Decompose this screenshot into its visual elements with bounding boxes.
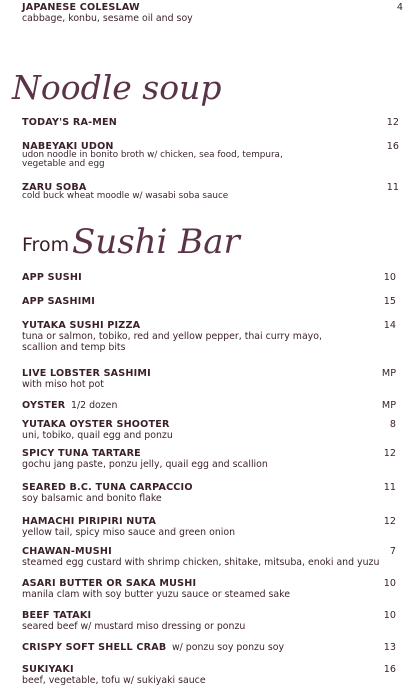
item-name: TODAY'S RA-MEN xyxy=(22,117,118,128)
item-price: 12 xyxy=(383,516,396,527)
item-price: 4 xyxy=(396,2,403,13)
item-name: APP SUSHI xyxy=(22,272,82,283)
item-name: CRISPY SOFT SHELL CRAB xyxy=(22,642,167,653)
item-price: 8 xyxy=(389,419,396,430)
item-description: with miso hot pot xyxy=(22,379,104,390)
item-name: LIVE LOBSTER SASHIMI xyxy=(22,368,151,379)
item-description: cabbage, konbu, sesame oil and soy xyxy=(22,13,193,24)
item-name: HAMACHI PIRIPIRI NUTA xyxy=(22,516,157,527)
item-name: CHAWAN-MUSHI xyxy=(22,546,112,557)
item-price: 11 xyxy=(386,182,399,193)
item-price: 10 xyxy=(383,272,396,283)
item-description: vegetable and egg xyxy=(22,159,105,169)
item-price: 14 xyxy=(383,320,396,331)
item-price: 16 xyxy=(386,141,399,152)
item-description: yellow tail, spicy miso sauce and green onion xyxy=(22,527,236,538)
item-price: 7 xyxy=(389,546,396,557)
item-description: scallion and temp bits xyxy=(22,342,126,353)
item-description: steamed egg custard with shrimp chicken, shitake, mitsuba, enoki and yuzu xyxy=(22,557,380,568)
item-note: 1/2 dozen xyxy=(71,400,118,411)
item-price: 12 xyxy=(386,117,399,128)
item-name: NABEYAKI UDON xyxy=(22,141,114,152)
heading-prefix: From xyxy=(22,234,70,256)
item-name: JAPANESE COLESLAW xyxy=(22,2,140,13)
item-price: MP xyxy=(381,400,396,411)
item-description: beef, vegetable, tofu w/ sukiyaki sauce xyxy=(22,675,206,686)
item-price: 13 xyxy=(383,642,396,653)
item-price: 11 xyxy=(383,482,396,493)
item-name: SPICY TUNA TARTARE xyxy=(22,448,141,459)
item-description: gochu jang paste, ponzu jelly, quail egg and scallion xyxy=(22,459,268,470)
item-description: tuna or salmon, tobiko, red and yellow pepper, thai curry mayo, xyxy=(22,331,322,342)
item-price: MP xyxy=(381,368,396,379)
item-name: SUKIYAKI xyxy=(22,664,74,675)
item-description: seared beef w/ mustard miso dressing or ponzu xyxy=(22,621,246,632)
item-price: 12 xyxy=(383,448,396,459)
item-description: udon noodle in bonito broth w/ chicken, sea food, tempura, xyxy=(22,150,283,160)
item-price: 10 xyxy=(383,578,396,589)
item-description: uni, tobiko, quail egg and ponzu xyxy=(22,430,173,441)
item-price: 10 xyxy=(383,610,396,621)
item-description: soy balsamic and bonito flake xyxy=(22,493,162,504)
item-name: ZARU SOBA xyxy=(22,182,87,193)
item-note: w/ ponzu soy ponzu soy xyxy=(172,642,285,653)
item-price: 16 xyxy=(383,664,396,675)
item-description: cold buck wheat moodle w/ wasabi soba sauce xyxy=(22,191,229,201)
item-name: SEARED B.C. TUNA CARPACCIO xyxy=(22,482,193,493)
item-name: OYSTER xyxy=(22,400,66,411)
item-name: YUTAKA OYSTER SHOOTER xyxy=(22,419,170,430)
item-name: BEEF TATAKI xyxy=(22,610,92,621)
item-name: YUTAKA SUSHI PIZZA xyxy=(22,320,141,331)
item-name: ASARI BUTTER OR SAKA MUSHI xyxy=(22,578,197,589)
item-name: APP SASHIMI xyxy=(22,296,95,307)
noodle-soup-heading: Noodle soup xyxy=(12,68,222,107)
item-price: 15 xyxy=(383,296,396,307)
item-description: manila clam with soy butter yuzu sauce or steamed sake xyxy=(22,589,291,600)
heading-script: Sushi Bar xyxy=(72,222,240,262)
